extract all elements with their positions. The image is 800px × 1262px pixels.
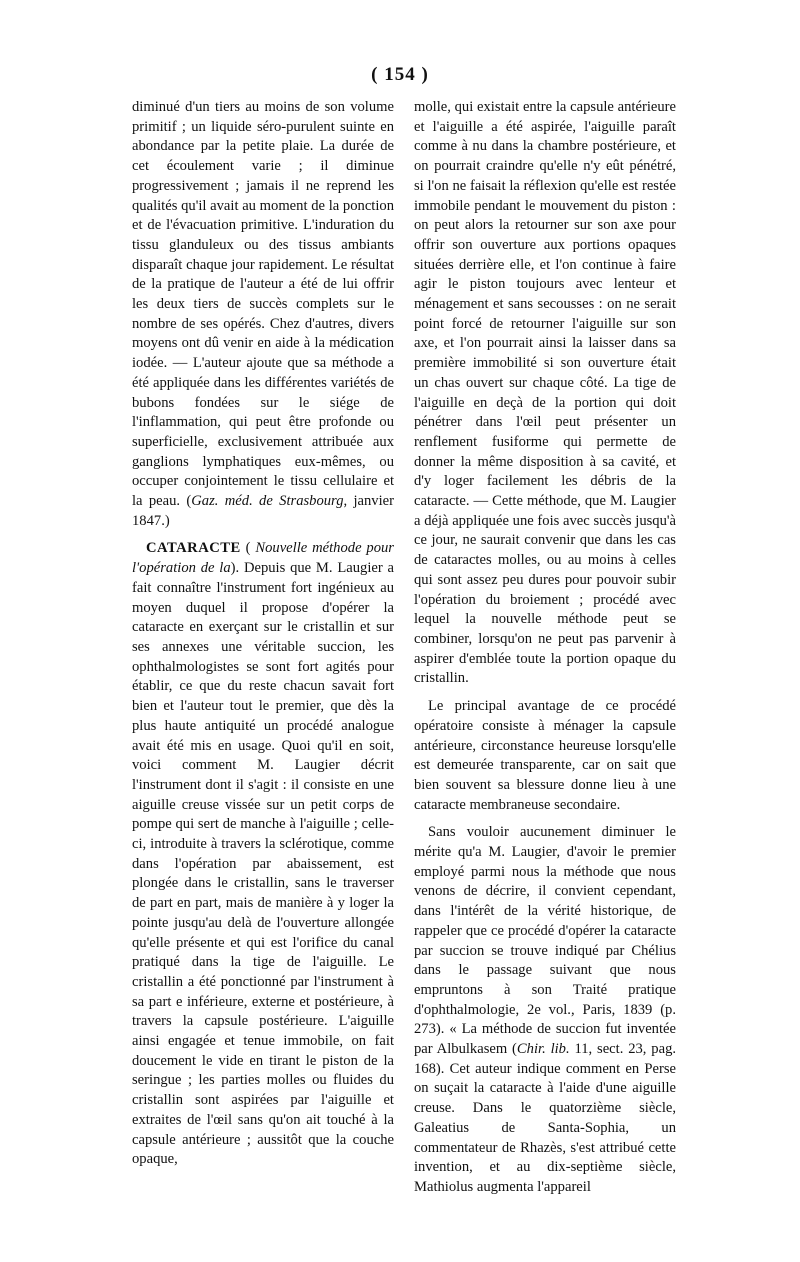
history-paragraph [414,823,676,1197]
right-column [414,98,676,1198]
subtitle-close: ). [230,560,244,577]
citation-journal: Gaz. méd. de Strasbourg [191,493,344,510]
history-text: Sans vouloir aucunement diminuer le mérite qu'a M. Laugier, d'avoir le premier employé parmi nous la méthode que nous venons de décrire, il convient cependant, dans l'intérêt de la vérité historique, de rappeler que ce procédé d'opérer la cataracte par succion se trouve indiqué par Chélius dans le passage suivant que nous empruntons à son Traité pratique d'ophthalmologie, 2e vol., Paris, 1839 (p. 273). « La méthode de succion fut inventée par Albulkasem ( [414,824,676,1058]
section-heading-cataracte: CATARACTE [146,540,241,557]
subtitle-open: ( [240,540,256,557]
cataract-body: Depuis que M. Laugier a fait connaître l'instrument fort ingénieux au moyen duquel il propose d'opérer la cataracte en exerçant sur le cristallin et sur ses annexes une véritable succion, les ophthalmologistes se sont fort agités pour établir, ce que du reste chacun savait fort bien et l'auteur tout le premier, que dès la plus haute antiquité un procédé analogue avait été mis en usage. Quoi qu'il en soit, voici comment M. Laugier décrit l'instrument dont il s'agit : il consiste en une aiguille creuse vissée sur un petit corps de pompe qui sert de manche à l'aiguille ; celle-ci, introduite à travers la sclérotique, comme dans l'opération par abaissement, est plongée dans le cristallin, sans le traverser de part en part, mais de manière à y loger la pointe jusqu'au delà de l'ouverture allongée qu'elle présente et qui est l'orifice du canal pratiqué dans la tige de l'aiguille. Le cristallin a été ponctionné par l'instrument à sa part e inférieure, externe et postérieure, à travers la capsule postérieure. L'aiguille ainsi engagée et tenue immobile, on fait doucement le vide en tirant le piston de la seringue ; les parties molles ou fluides du cristallin sont aspirées par l'aiguille et extraites de l'œil sans qu'on ait touché à la capsule antérieure ; aussitôt que la couche opaque, [132,560,394,1168]
page-number: ( 154 ) [371,64,429,85]
citation-date: , janvier 1847.) [132,493,394,529]
cataract-paragraph [132,539,394,1170]
history-text-end: 11, sect. 23, pag. 168). Cet auteur indique comment en Perse on suçait la cataracte à l'aide d'une aiguille creuse. Dans le quatorzième siècle, Galeatius de Santa-Sophia, un commentateur de Rhazès, s'est attribué cette invention, et au dix-septième siècle, Mathiolus augmenta l'appareil [414,1041,677,1195]
bubo-text: diminué d'un tiers au moins de son volume primitif ; un liquide séro-purulent suinte en abondance par la petite plaie. La durée de cet écoulement varie ; il diminue progressivement ; jamais il ne reprend les qualités qu'il avait au moment de la ponction et de l'évacuation primitive. L'induration du tissu glanduleux ou des tissus ambiants disparaît chaque jour rapidement. Le résultat de la pratique de l'auteur a été de lui offrir les deux tiers de succès complets sur le nombre de ses opérés. Chez d'autres, divers moyens ont dû venir en aide à la médication iodée. — L'auteur ajoute que sa méthode a été appliquée dans les différentes variétés de bubons fondées sur le siége de l'inflammation, qui peut être profonde ou superficielle, exclusivement attribuée aux ganglions lymphatiques eux-mêmes, ou occuper conjointement le tissu cellulaire et la peau. ( [132,99,394,510]
advantage-paragraph: Le principal avantage de ce procédé opératoire consiste à ménager la capsule antérieure, circonstance heureuse lorsqu'elle est demeurée transparente, car on sait que bien souvent sa blessure donne lieu à une cataracte membraneuse secondaire. [414,698,676,813]
left-column [132,98,394,1170]
section-subtitle: Nouvelle méthode pour l'opération de la [132,540,394,577]
bubo-paragraph [132,98,394,531]
history-citation: Chir. lib. [516,1041,570,1058]
continued-paragraph: molle, qui existait entre la capsule antérieure et l'aiguille a été aspirée, l'aiguille paraît comme à nu dans la chambre postérieure, et on pourrait craindre qu'elle n'y eût pénétré, si l'on ne faisait la réflexion qu'elle est restée immobile pendant le mouvement du piston : on peut alors la retourner sur son axe pour offrir son ouverture aux portions opaques situées derrière elle, et l'on continue à faire agir le piston toujours avec lenteur et ménagement et sans secousses : on ne serait point forcé de retourner l'aiguille sur son axe, et l'on pourrait ainsi la laisser dans sa première immobilité si son ouverture était un chas ouvert sur chaque côté. La tige de l'aiguille en deçà de la portion qui doit pénétrer dans l'œil peut présenter un renflement fusiforme qui permette de donner la même disposition à sa cavité, et d'y loger facilement les débris de la cataracte. — Cette méthode, que M. Laugier a déjà appliquée une fois avec succès jusqu'à ce jour, ne saurait convenir que dans les cas de cataractes molles, ou au moins à celles qui sont assez peu dures pour pouvoir subir l'opération du broiement ; procédé avec lequel la nouvelle méthode peut se combiner, lorsqu'on ne peut pas parvenir à aspirer d'emblée toute la portion opaque du cristallin. [414,99,676,687]
